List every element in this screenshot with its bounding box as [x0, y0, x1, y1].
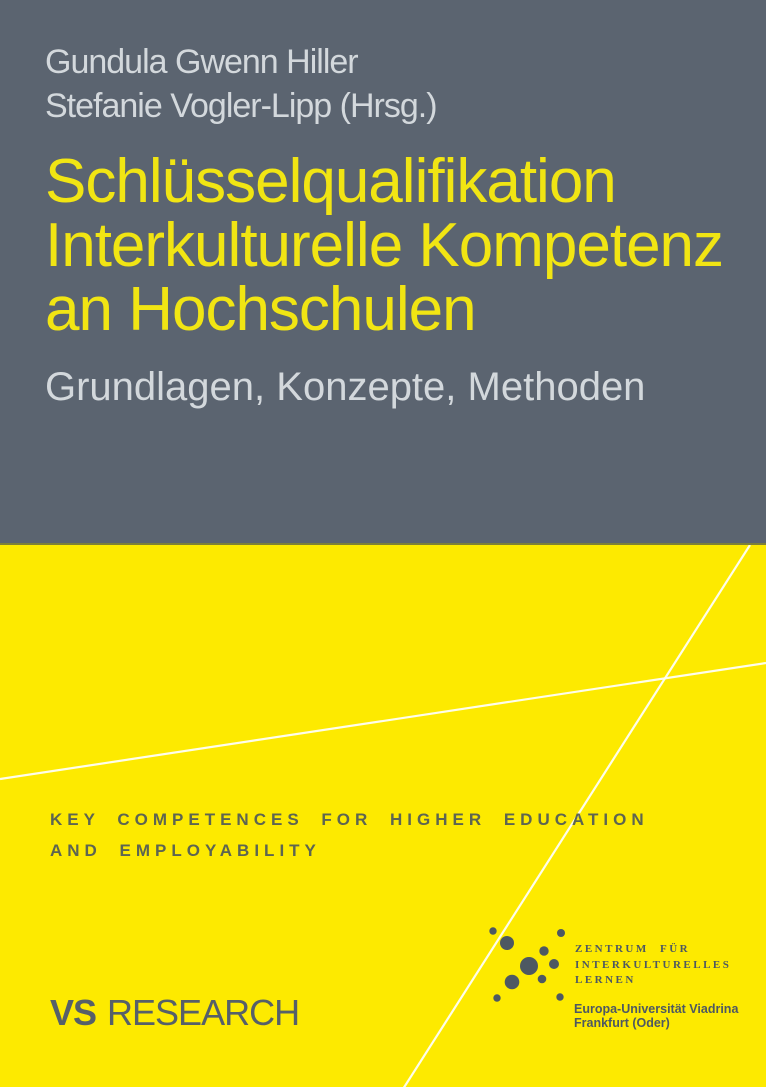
publisher-logo	[50, 993, 299, 1033]
series-line-2: AND EMPLOYABILITY	[50, 841, 321, 860]
zentrum-logo-dots-icon	[487, 925, 571, 1005]
title-line-1: Schlüsselqualifikation	[45, 147, 616, 216]
series-line-1: KEY COMPETENCES FOR HIGHER EDUCATION	[50, 810, 649, 829]
publisher-research-label: RESEARCH	[107, 992, 300, 1033]
institute-university	[574, 1002, 738, 1030]
book-subtitle: Grundlagen, Konzepte, Methoden	[45, 365, 646, 409]
book-title	[45, 147, 724, 344]
institute-university-line-1: Europa-Universität Viadrina	[574, 1002, 739, 1016]
publisher-vs-label: VS	[50, 992, 97, 1033]
institute-name-line-1: ZENTRUM FÜR	[575, 943, 691, 955]
author-line-1: Gundula Gwenn Hiller	[45, 43, 358, 81]
authors-block	[45, 40, 437, 128]
institute-university-line-2: Frankfurt (Oder)	[574, 1016, 670, 1030]
series-title	[50, 804, 649, 866]
title-line-3: an Hochschulen	[45, 275, 476, 344]
cover-bottom-section	[0, 543, 766, 1087]
institute-name-line-2: INTERKULTURELLES	[575, 958, 732, 971]
institute-name	[575, 942, 731, 989]
title-line-2: Interkulturelle Kompetenz	[45, 211, 724, 280]
institute-name-line-3: LERNEN	[575, 974, 636, 986]
author-line-2: Stefanie Vogler-Lipp (Hrsg.)	[45, 87, 437, 125]
cover-top-section	[0, 0, 766, 543]
